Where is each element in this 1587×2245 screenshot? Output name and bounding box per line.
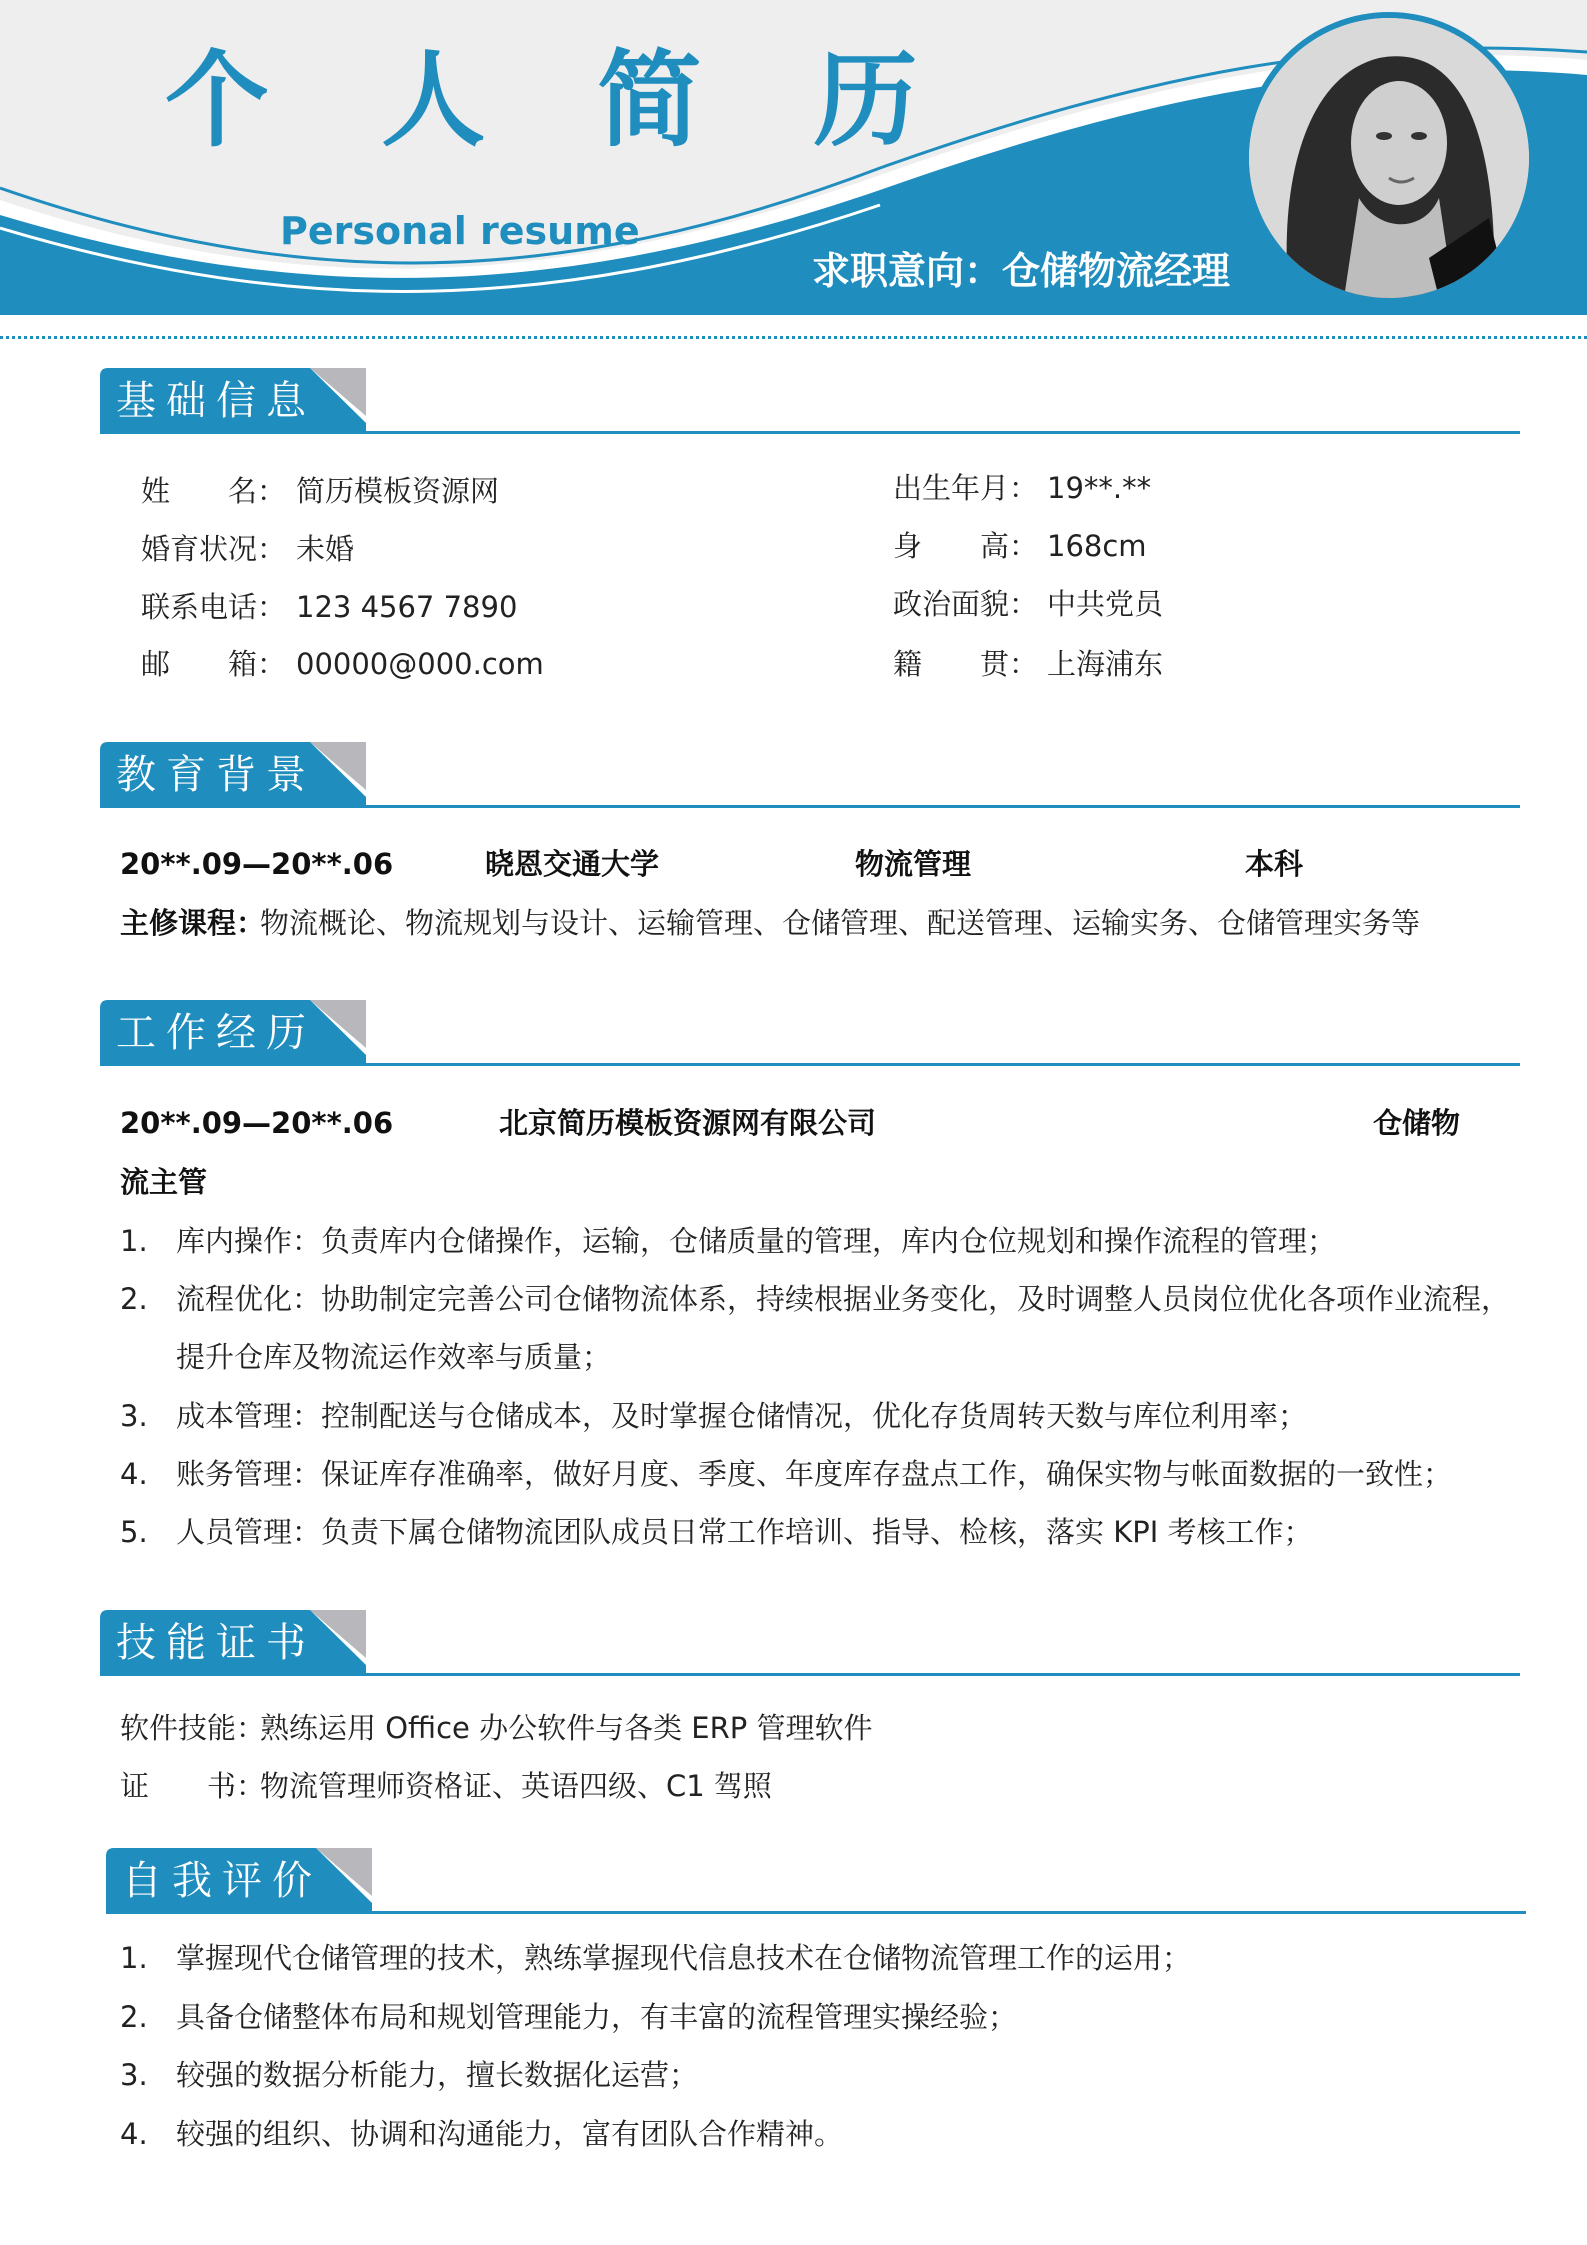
cert-label: 证 书：: [120, 1769, 266, 1803]
work-item-text: 流程优化：协助制定完善公司仓储物流体系，持续根据业务变化，及时调整人员岗位优化各项作业流程，: [176, 1282, 1511, 1316]
section-self-header: [106, 1848, 1526, 1914]
section-title: 技能证书: [116, 1620, 316, 1666]
software-value: 熟练运用 Office 办公软件与各类 ERP 管理软件: [260, 1711, 873, 1745]
work-position-continued: 流主管: [120, 1165, 208, 1199]
cert-value: 物流管理师资格证、英语四级、C1 驾照: [260, 1769, 772, 1803]
self-item-number: 1.: [120, 1941, 148, 1975]
birth-value: 19**.**: [1047, 471, 1152, 505]
section-tab: [100, 368, 366, 434]
work-item-number: 3.: [120, 1399, 148, 1433]
edu-major: 物流管理: [855, 847, 972, 881]
job-objective: 求职意向：仓储物流经理: [812, 249, 1231, 293]
section-work-header: [100, 1000, 1520, 1066]
section-title: 工作经历: [116, 1010, 316, 1056]
height-label: 身 高：: [893, 529, 1039, 563]
name-value: 简历模板资源网: [296, 474, 500, 508]
work-item-text: 成本管理：控制配送与仓储成本，及时掌握仓储情况，优化存货周转天数与库位利用率；: [176, 1399, 1308, 1433]
self-item-text: 较强的组织、协调和沟通能力，富有团队合作精神。: [176, 2117, 844, 2151]
work-position: 仓储物: [1373, 1106, 1461, 1140]
section-title: 自我评价: [122, 1858, 322, 1904]
page-title: 个 人 简 历: [165, 39, 956, 161]
work-item-text-continued: 提升仓库及物流运作效率与质量；: [176, 1340, 612, 1374]
self-item-number: 4.: [120, 2117, 148, 2151]
edu-degree: 本科: [1245, 847, 1304, 881]
phone-value: 123 4567 7890: [296, 590, 518, 624]
section-tab: [100, 1000, 366, 1066]
self-item-number: 3.: [120, 2058, 148, 2092]
avatar: [1243, 12, 1535, 304]
politics-label: 政治面貌：: [893, 587, 1039, 621]
section-rule: [106, 1911, 1526, 1914]
work-item-number: 4.: [120, 1457, 148, 1491]
section-skills-header: [100, 1610, 1520, 1676]
section-education-header: [100, 742, 1520, 808]
work-item-number: 1.: [120, 1224, 148, 1258]
section-title: 基础信息: [116, 378, 316, 424]
email-label: 邮 箱：: [141, 647, 287, 681]
self-item-text: 具备仓储整体布局和规划管理能力，有丰富的流程管理实操经验；: [176, 2000, 1018, 2034]
work-item-text: 账务管理：保证库存准确率，做好月度、季度、年度库存盘点工作，确保实物与帐面数据的一致性；: [176, 1457, 1453, 1491]
work-item-text: 人员管理：负责下属仓储物流团队成员日常工作培训、指导、检核，落实 KPI 考核工作；: [176, 1515, 1313, 1549]
marital-value: 未婚: [296, 532, 355, 566]
name-label: 姓 名：: [141, 474, 287, 508]
section-basic-header: [100, 368, 1520, 434]
section-rule: [100, 1063, 1520, 1066]
work-item-number: 2.: [120, 1282, 148, 1316]
email-value: 00000@000.com: [296, 647, 544, 681]
phone-label: 联系电话：: [141, 590, 287, 624]
marital-label: 婚育状况：: [141, 532, 287, 566]
courses-value: 物流概论、物流规划与设计、运输管理、仓储管理、配送管理、运输实务、仓储管理实务等: [260, 906, 1421, 940]
work-period: 20**.09—20**.06: [120, 1106, 394, 1140]
section-tab: [100, 1610, 366, 1676]
portrait-image: [1249, 18, 1529, 298]
section-rule: [100, 431, 1520, 434]
header-divider: [0, 336, 1587, 339]
self-item-text: 较强的数据分析能力，擅长数据化运营；: [176, 2058, 699, 2092]
courses-label: 主修课程：: [120, 906, 266, 940]
origin-value: 上海浦东: [1047, 647, 1164, 681]
work-company: 北京简历模板资源网有限公司: [499, 1106, 877, 1140]
section-rule: [100, 805, 1520, 808]
section-rule: [100, 1673, 1520, 1676]
origin-label: 籍 贯：: [893, 647, 1039, 681]
politics-value: 中共党员: [1047, 587, 1164, 621]
height-value: 168cm: [1047, 529, 1147, 563]
edu-school: 晓恩交通大学: [485, 847, 660, 881]
birth-label: 出生年月：: [893, 471, 1039, 505]
work-item-text: 库内操作：负责库内仓储操作，运输，仓储质量的管理，库内仓位规划和操作流程的管理；: [176, 1224, 1337, 1258]
section-tab: [100, 742, 366, 808]
edu-period: 20**.09—20**.06: [120, 847, 394, 881]
software-label: 软件技能：: [120, 1711, 266, 1745]
section-tab: [106, 1848, 372, 1914]
self-item-text: 掌握现代仓储管理的技术，熟练掌握现代信息技术在仓储物流管理工作的运用；: [176, 1941, 1192, 1975]
self-item-number: 2.: [120, 2000, 148, 2034]
work-item-number: 5.: [120, 1515, 148, 1549]
page-subtitle: Personal resume: [280, 209, 640, 253]
section-title: 教育背景: [116, 752, 316, 798]
